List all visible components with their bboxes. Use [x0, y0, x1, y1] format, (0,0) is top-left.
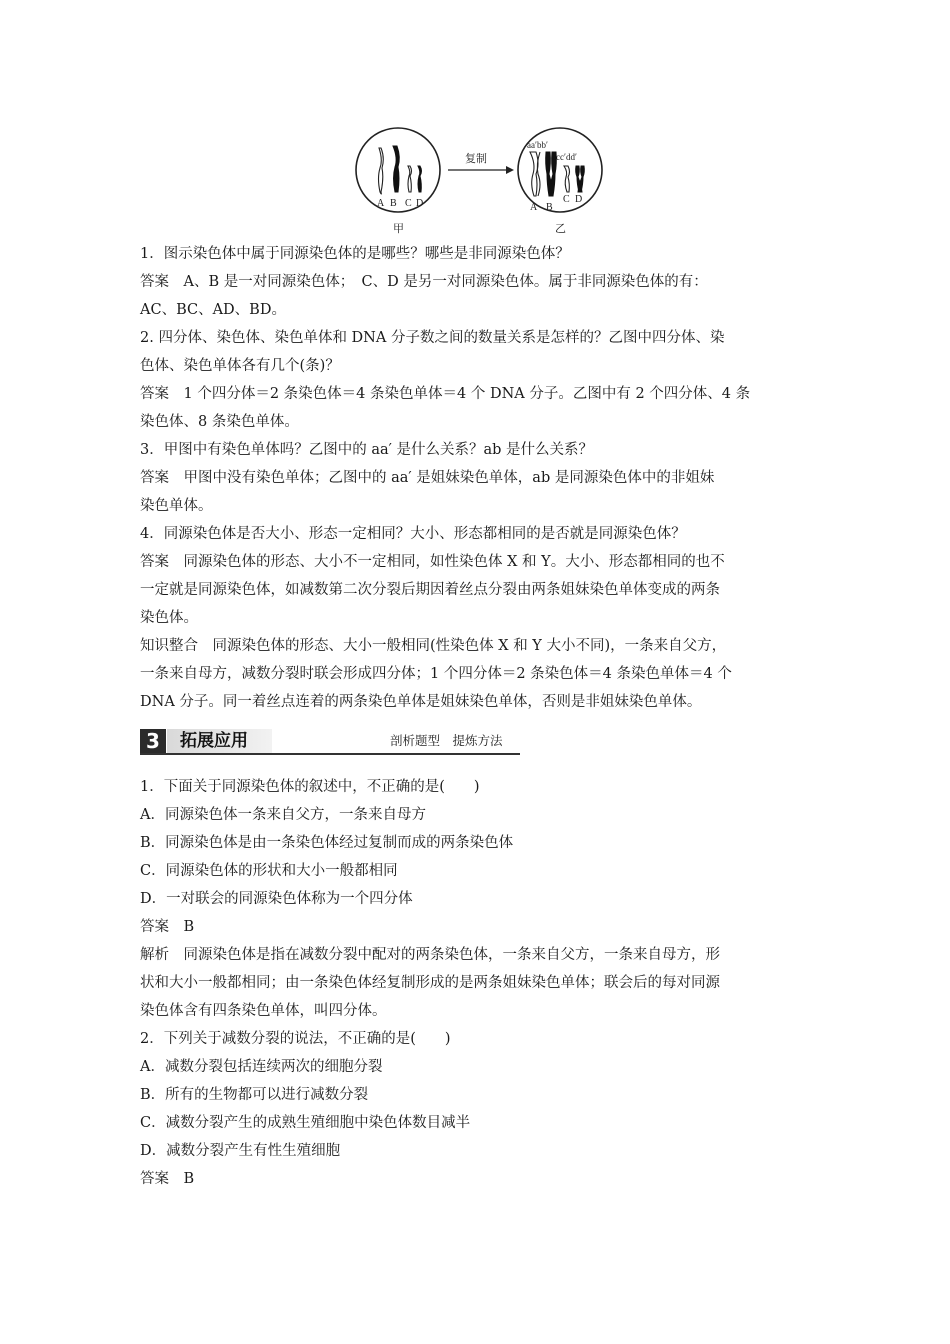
- section-subtitle: 剖析题型 提炼方法: [390, 733, 503, 748]
- text-line: 1．图示染色体中属于同源染色体的是哪些？哪些是非同源染色体？: [140, 246, 570, 262]
- text-line: 染色单体。: [140, 498, 213, 514]
- chromosome-figure: [350, 122, 610, 240]
- label-right-b: B: [546, 202, 553, 213]
- text-line: B．所有的生物都可以进行减数分裂: [140, 1087, 369, 1103]
- label-cc-dd: cc′dd′: [556, 152, 577, 162]
- text-line: C．减数分裂产生的成熟生殖细胞中染色体数目减半: [140, 1115, 471, 1131]
- section-divider: [140, 753, 520, 755]
- chromosome-c-duplicated: [564, 166, 570, 192]
- label-right-a: A: [530, 202, 538, 213]
- chromosome-b: [393, 146, 399, 192]
- label-left-a: A: [377, 198, 385, 209]
- label-right-c: C: [563, 194, 570, 205]
- chromosome-d-duplicated: [576, 166, 585, 192]
- text-line: 一条来自母方，减数分裂时联会形成四分体；1 个四分体＝2 条染色体＝4 条染色单体＝4 个: [140, 666, 732, 682]
- text-line: 状和大小一般都相同；由一条染色体经复制形成的是两条姐妹染色单体；联会后的每对同源: [140, 975, 720, 991]
- text-line: B．同源染色体是由一条染色体经过复制而成的两条染色体: [140, 835, 514, 851]
- text-line: 色体、染色单体各有几个(条)？: [140, 358, 340, 374]
- text-line: C．同源染色体的形状和大小一般都相同: [140, 863, 398, 879]
- text-line: A．减数分裂包括连续两次的细胞分裂: [140, 1059, 383, 1075]
- section-number: 3: [140, 729, 166, 753]
- document-body: [140, 240, 815, 1193]
- arrow-head-icon: [506, 166, 514, 174]
- caption-yi: 乙: [555, 222, 566, 235]
- text-line: 染色体含有四条染色单体，叫四分体。: [140, 1003, 387, 1019]
- text-line: 答案 A、B 是一对同源染色体； C、D 是另一对同源染色体。属于非同源染色体的有：: [140, 274, 708, 290]
- label-left-d: D: [416, 198, 424, 209]
- text-line: DNA 分子。同一着丝点连着的两条染色单体是姐妹染色单体，否则是非姐妹染色单体。: [140, 694, 702, 710]
- text-line: AC、BC、AD、BD。: [140, 302, 286, 318]
- text-line: 答案 B: [140, 1171, 195, 1187]
- text-line: 解析 同源染色体是指在减数分裂中配对的两条染色体，一条来自父方，一条来自母方，形: [140, 947, 720, 963]
- section-header: [140, 721, 815, 773]
- text-line: 染色体、8 条染色单体。: [140, 414, 299, 430]
- chromosome-d: [418, 166, 422, 192]
- text-line: 3．甲图中有染色单体吗？乙图中的 aa′ 是什么关系？ab 是什么关系？: [140, 442, 594, 458]
- text-line: A．同源染色体一条来自父方，一条来自母方: [140, 807, 426, 823]
- label-left-b: B: [390, 198, 397, 209]
- text-line: D．减数分裂产生有性生殖细胞: [140, 1143, 341, 1159]
- chromosome-a: [379, 148, 384, 194]
- text-line: 一定就是同源染色体，如减数第二次分裂后期因着丝点分裂由两条姐妹染色单体变成的两条: [140, 582, 720, 598]
- text-line: 2．下列关于减数分裂的说法，不正确的是( ): [140, 1031, 451, 1047]
- text-line: 2. 四分体、染色体、染色单体和 DNA 分子数之间的数量关系是怎样的？乙图中四分体、染: [140, 330, 725, 346]
- text-line: 答案 1 个四分体＝2 条染色体＝4 条染色单体＝4 个 DNA 分子。乙图中有 2 个四分体、4 条: [140, 386, 751, 402]
- text-line: 染色体。: [140, 610, 198, 626]
- caption-jia: 甲: [393, 222, 404, 235]
- chromosome-c: [408, 166, 412, 192]
- label-left-c: C: [405, 198, 412, 209]
- text-line: 答案 同源染色体的形态、大小不一定相同，如性染色体 X 和 Y。大小、形态都相同的也不: [140, 554, 725, 570]
- text-line: 知识整合 同源染色体的形态、大小一般相同(性染色体 X 和 Y 大小不同)，一条来自父方，: [140, 638, 727, 654]
- text-line: 答案 甲图中没有染色单体；乙图中的 aa′ 是姐妹染色单体，ab 是同源染色体中的非姐妹: [140, 470, 715, 486]
- text-line: 4．同源染色体是否大小、形态一定相同？大小、形态都相同的是否就是同源染色体？: [140, 526, 686, 542]
- label-right-d: D: [575, 194, 583, 205]
- text-line: 答案 B: [140, 919, 195, 935]
- text-line: 1．下面关于同源染色体的叙述中，不正确的是( ): [140, 779, 480, 795]
- label-aa-bb: aa′bb′: [527, 140, 548, 150]
- chromosome-b-duplicated: [546, 152, 557, 196]
- text-line: D．一对联会的同源染色体称为一个四分体: [140, 891, 413, 907]
- section-title: 拓展应用: [180, 731, 248, 751]
- chromosome-a-duplicated: [530, 152, 540, 196]
- arrow-label: 复制: [465, 152, 487, 165]
